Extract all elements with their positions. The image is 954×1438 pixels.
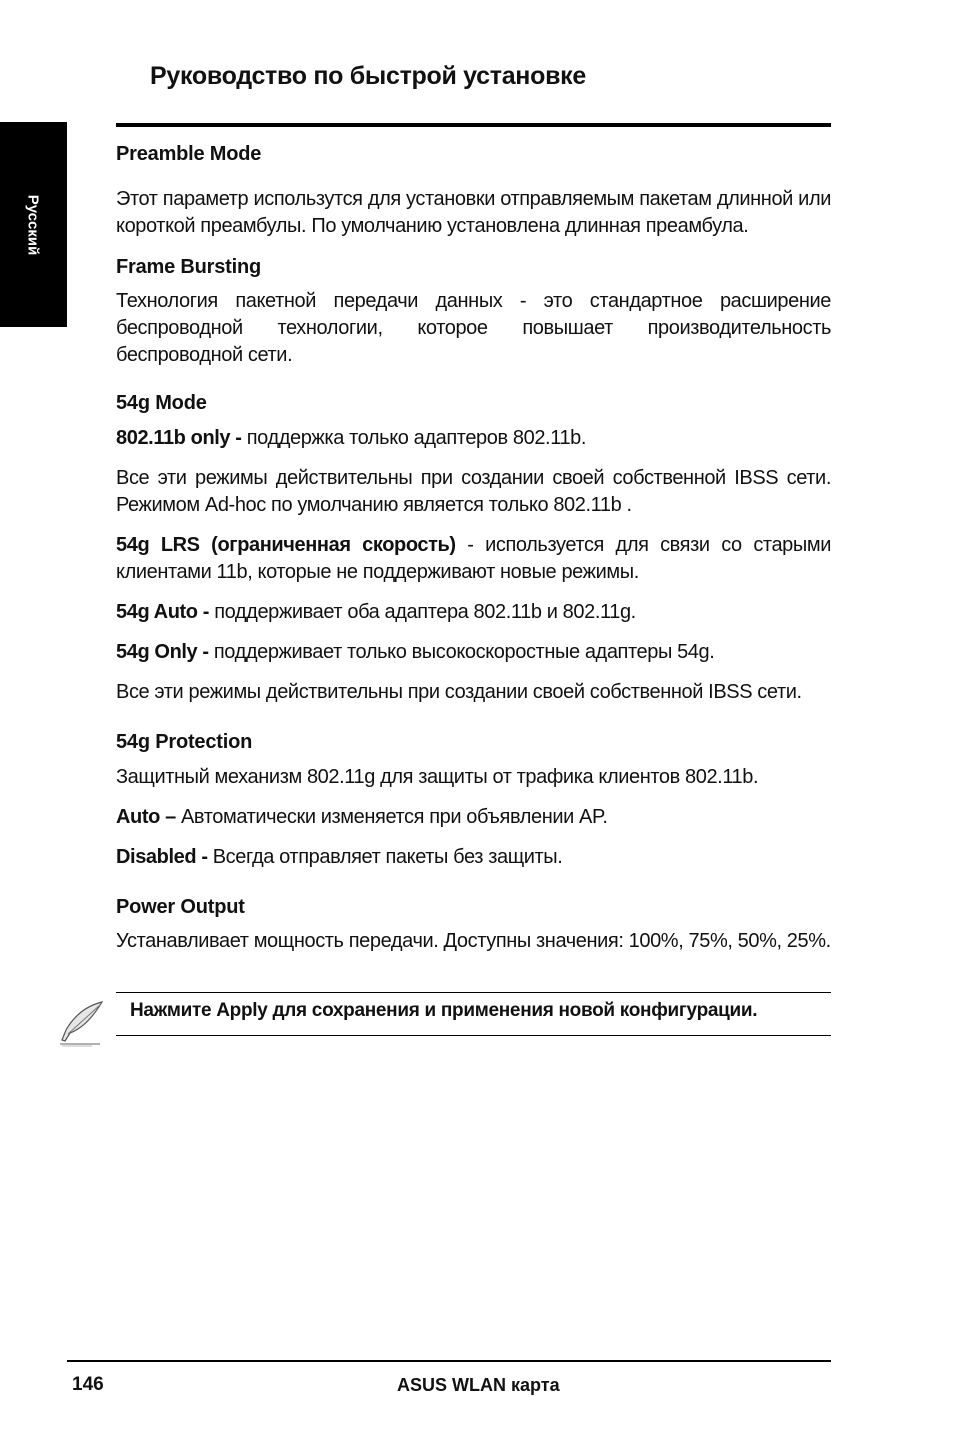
power-output-text: Устанавливает мощность передачи. Доступны значения: 100%, 75%, 50%, 25%. (116, 930, 831, 952)
mode-auto (116, 599, 831, 626)
main-content (116, 140, 831, 955)
mode-auto-text: поддерживает оба адаптера 802.11b и 802.11g. (209, 601, 636, 623)
mode-auto-label: 54g Auto - (116, 601, 210, 623)
preamble-text: Этот параметр использутся для установки отправляемым пакетам длинной или короткой преамбулы. По умолчанию установлена длинная преамбула. (116, 188, 831, 237)
mode-only-text: поддерживает только высокоскоростные адаптеры 54g. (208, 641, 715, 663)
mode-b-only (116, 425, 831, 452)
mode-lrs-text: - используется для связи со старыми клиентами 11b, которые не поддерживают новые режимы. (116, 534, 831, 583)
section-heading-frame-bursting: Frame Bursting (116, 256, 262, 278)
header-rule (116, 123, 831, 127)
section-heading-power-output: Power Output (116, 896, 245, 918)
protection-disabled-text: Всегда отправляет пакеты без защиты. (207, 846, 563, 868)
footer-rule (67, 1360, 831, 1362)
section-heading-54g-mode: 54g Mode (116, 392, 207, 414)
section-heading-preamble: Preamble Mode (116, 143, 262, 165)
side-tab-label: Русский (24, 194, 42, 256)
note-box (116, 992, 831, 1036)
section-heading-54g-protection: 54g Protection (116, 731, 253, 753)
protection-disabled (116, 844, 831, 871)
mode-lrs (116, 532, 831, 586)
modes-note-1: Все эти режимы действительны при создании своей собственной IBSS сети. Режимом Ad-hoc по умолчанию является только 802.11b . (116, 467, 831, 516)
mode-b-only-text: поддержка только адаптеров 802.11b. (241, 427, 587, 449)
footer-title: ASUS WLAN карта (397, 1375, 560, 1395)
frame-bursting-text: Технология пакетной передачи данных - это стандартное расширение беспроводной технологии, которое повышает производительность беспроводной сети. (116, 290, 831, 366)
protection-auto (116, 804, 831, 831)
mode-lrs-label: 54g LRS (ограниченная скорость) (116, 534, 456, 556)
mode-only (116, 639, 831, 666)
protection-auto-label: Auto – (116, 806, 176, 828)
mode-b-only-label: 802.11b only - (116, 427, 242, 449)
protection-text: Защитный механизм 802.11g для защиты от трафика клиентов 802.11b. (116, 766, 759, 788)
note-callout (56, 992, 831, 1042)
protection-disabled-label: Disabled - (116, 846, 208, 868)
page-number: 146 (72, 1374, 104, 1395)
mode-only-label: 54g Only - (116, 641, 209, 663)
modes-note-2: Все эти режимы действительны при создании своей собственной IBSS сети. (116, 681, 802, 703)
feather-pen-icon (56, 1000, 106, 1048)
page-title: Руководство по быстрой установке (150, 62, 586, 90)
note-text: Нажмите Apply для сохранения и применения новой конфигурации. (130, 1000, 758, 1021)
protection-auto-text: Автоматически изменяется при объявлении AP. (175, 806, 608, 828)
